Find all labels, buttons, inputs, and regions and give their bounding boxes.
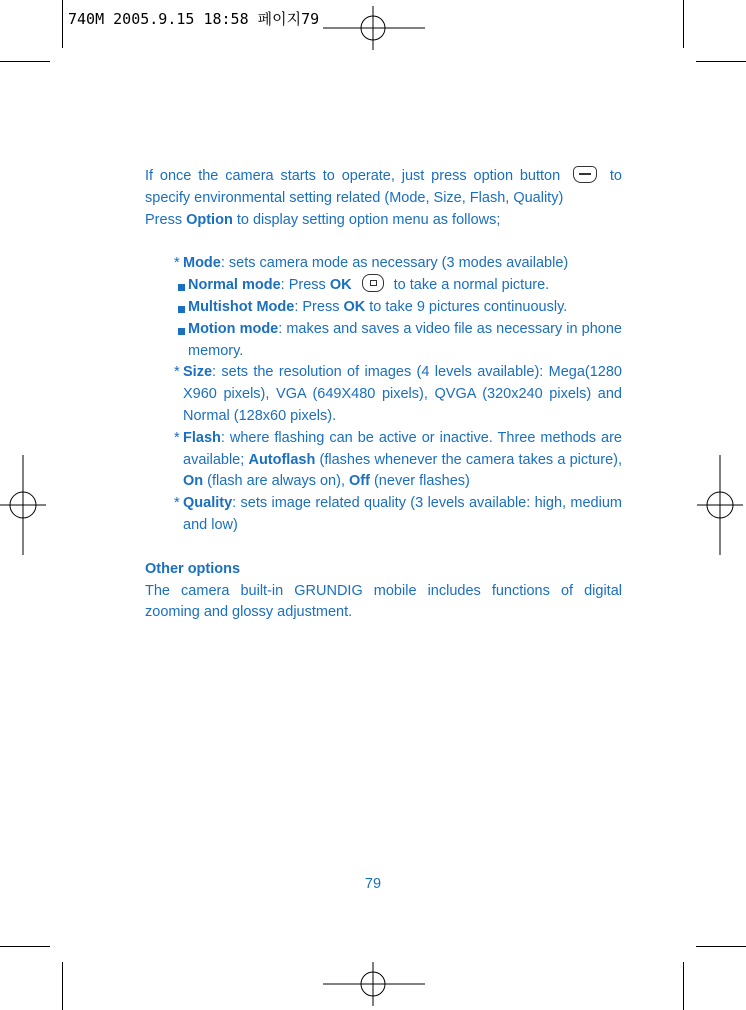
motion-mode-label: Motion mode: [188, 320, 279, 337]
mode-text: : sets camera mode as necessary (3 modes available): [220, 255, 569, 272]
square-bullet-icon: [178, 306, 185, 313]
off-label: Off: [349, 473, 370, 490]
crop-mark-bottom-right-h: [696, 946, 746, 947]
square-bullet-icon: [178, 328, 185, 335]
flash-text-c: (flash are always on),: [203, 473, 350, 490]
quality-text: : sets image related quality (3 levels available: high, medium and low): [183, 495, 622, 533]
normal-mode-ok: OK: [329, 277, 352, 294]
intro-paragraph: [145, 166, 622, 210]
size-label: Size: [183, 364, 213, 381]
flash-text-a: : where flashing can be active or inactive. Three methods are available;: [183, 429, 622, 468]
registration-mark-bottom: [323, 962, 425, 1006]
option-paragraph: [145, 210, 622, 232]
quality-label: Quality: [183, 495, 233, 512]
multishot-mode-text-a: : Press: [294, 298, 344, 315]
intro-text-b: to specify environmental setting related (Mode, Size, Flash, Quality): [145, 168, 622, 206]
crop-mark-bottom-left-v: [62, 962, 63, 1010]
multishot-mode-label: Multishot Mode: [188, 298, 295, 315]
bullet-star: *: [174, 429, 180, 446]
motion-mode-item: [145, 319, 622, 363]
flash-text-b: (flashes whenever the camera takes a picture),: [315, 451, 622, 468]
size-text: : sets the resolution of images (4 levels available): Mega(1280 X960 pixels), VGA (649X480 pixels), QVGA (320x240 pixels) and Normal (128x60 pixels).: [183, 364, 622, 424]
normal-mode-text-a: : Press: [280, 277, 330, 294]
crop-mark-bottom-left-h: [0, 946, 50, 947]
multishot-mode-ok: OK: [343, 298, 366, 315]
normal-mode-text-b: to take a normal picture.: [393, 277, 550, 294]
soft-key-icon: [573, 166, 597, 183]
option-text-b: to display setting option menu as follows;: [232, 211, 501, 228]
crop-mark-bottom-right-v: [683, 962, 684, 1010]
registration-mark-right: [697, 455, 743, 555]
ok-key-icon: [362, 274, 384, 292]
bullet-star: *: [174, 495, 180, 512]
normal-mode-label: Normal mode: [188, 277, 281, 294]
intro-text-a: If once the camera starts to operate, just press option button: [145, 168, 561, 184]
flash-item: [145, 428, 622, 493]
quality-item: [145, 493, 622, 537]
motion-mode-text: : makes and saves a video file as necessary in phone memory.: [188, 320, 622, 359]
on-label: On: [183, 473, 204, 490]
page-number: 79: [364, 876, 382, 892]
option-bold: Option: [186, 211, 233, 228]
flash-text-d: (never flashes): [369, 473, 470, 490]
autoflash-label: Autoflash: [248, 451, 316, 468]
crop-mark-top-left-h: [0, 61, 50, 62]
registration-mark-left: [0, 455, 46, 555]
other-options-heading: Other options: [145, 560, 241, 577]
flash-label: Flash: [183, 429, 221, 446]
crop-mark-top-right-v: [683, 0, 684, 48]
registration-mark-top: [323, 6, 425, 50]
bullet-star: *: [174, 255, 180, 272]
normal-mode-item: [145, 275, 622, 297]
size-item: [145, 362, 622, 427]
bullet-star: *: [174, 364, 180, 381]
multishot-mode-text-b: to take 9 pictures continuously.: [365, 298, 568, 315]
other-options-text: The camera built-in GRUNDIG mobile includes functions of digital zooming and glossy adjustment.: [145, 582, 622, 621]
mode-item: [145, 253, 622, 275]
crop-mark-top-left-v: [62, 0, 63, 48]
square-bullet-icon: [178, 284, 185, 291]
crop-mark-top-right-h: [696, 61, 746, 62]
print-header: 740M 2005.9.15 18:58 페이지79: [68, 10, 320, 28]
manual-page-content: [145, 166, 622, 624]
option-text-a: Press: [145, 211, 187, 228]
multishot-mode-item: [145, 297, 622, 319]
mode-label: Mode: [183, 255, 221, 272]
